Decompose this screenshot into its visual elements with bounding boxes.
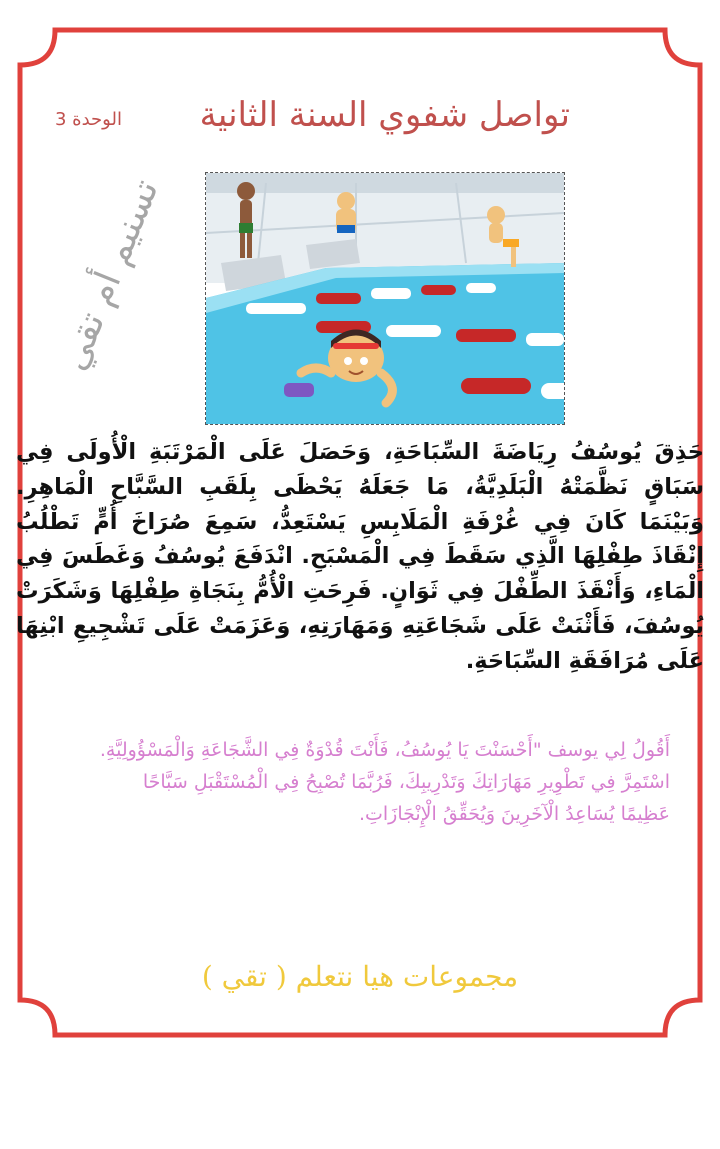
swimming-pool-illustration	[205, 172, 565, 425]
story-paragraph: حَذِقَ يُوسُفُ رِيَاضَةَ السِّبَاحَةِ، وَحَصَلَ عَلَى الْمَرْتَبَةِ الْأُولَى فِي سَبَاقٍ نَظَّمَتْهُ الْبَلَدِيَّةُ، مَا جَعَلَهُ يَحْظَى بِلَقَبِ السَّبَّاحِ الْمَاهِرِ. وَبَيْنَمَا كَانَ فِي غُرْفَةِ الْمَلَابِسِ يَسْتَعِدُّ، سَمِعَ صُرَاخَ أُمٍّ تَطْلُبُ إِنْقَاذَ طِفْلِهَا الَّذِي سَقَطَ فِي الْمَسْبَحِ. انْدَفَعَ يُوسُفُ وَغَطَسَ فِي الْمَاءِ، وَأَنْقَذَ الطِّفْلَ فِي ثَوَانٍ. فَرِحَتِ الْأُمُّ بِنَجَاةِ طِفْلِهَا وَشَكَرَتْ يُوسُفَ، فَأَثْنَتْ عَلَى شَجَاعَتِهِ وَمَهَارَتِهِ، وَعَزَمَتْ عَلَى تَشْجِيعِ ابْنِهَا عَلَى مُرَافَقَةِ السِّبَاحَةِ.	[16, 439, 704, 674]
advice-paragraph: أَقُولُ لِي يوسف "أَحْسَنْتَ يَا يُوسُفُ، فَأَنْتَ قُدْوَةٌ فِي الشَّجَاعَةِ وَالْمَسْؤُولِيَّةِ. اسْتَمِرَّ فِي تَطْوِيرِ مَهَارَاتِكَ وَتَدْرِيبِكَ، فَرُبَّمَا تُصْبِحُ فِي الْمُسْتَقْبَلِ سَبَّاحًا عَظِيمًا يُسَاعِدُ الْآخَرِينَ وَيُحَقِّقُ الْإِنْجَازَاتِ.	[99, 739, 670, 825]
pool-scene-icon	[206, 173, 564, 424]
page-title: تواصل شفوي السنة الثانية	[199, 95, 570, 135]
watermark-text: تسنيم أم تقي	[53, 174, 167, 376]
header	[40, 95, 570, 155]
unit-label: الوحدة 3	[55, 109, 122, 130]
watermark	[40, 174, 180, 376]
footer-credit: مجموعات هيا نتعلم ( تقي )	[201, 960, 519, 993]
